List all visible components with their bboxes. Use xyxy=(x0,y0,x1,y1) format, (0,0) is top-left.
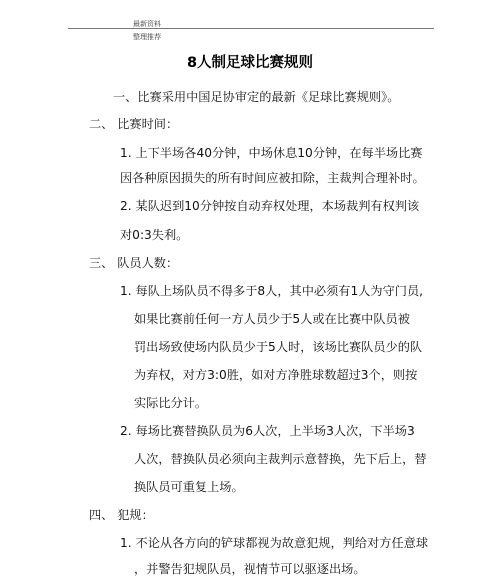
header-line-1: 最新资料 xyxy=(133,20,161,28)
paragraph-line: 2. 每场比赛替换队员为6人次，上半场3人次，下半场3 xyxy=(120,424,415,438)
header-line-2: 整理推荐 xyxy=(133,33,161,41)
paragraph-line: 1. 每队上场队员不得多于8人，其中必须有1人为守门员, xyxy=(120,284,424,298)
paragraph-line: 1. 上下半场各40分钟，中场休息10分钟，在每半场比赛 xyxy=(120,146,423,160)
paragraph-line: 为弃权，对方3:0胜，如对方净胜球数超过3个，则按 xyxy=(134,368,418,382)
paragraph-line: 1. 不论从各方向的铲球都视为故意犯规，判给对方任意球 xyxy=(120,536,429,550)
paragraph-line: 对0:3失利。 xyxy=(120,228,189,242)
paragraph-line-cut: ，并警告犯规队员，视情节可以驱逐出场。 xyxy=(134,562,366,576)
paragraph-line: 罚出场致使场内队员少于5人时，该场比赛队员少的队 xyxy=(134,340,423,354)
article-1: 一、比赛采用中国足协审定的最新《足球比赛规则》。 xyxy=(113,90,400,104)
section-heading-time: 二、 比赛时间： xyxy=(89,117,179,131)
paragraph-line: 换队员可重复上场。 xyxy=(134,480,244,494)
paragraph-line: 2. 某队迟到10分钟按自动弃权处理，本场裁判有权判该 xyxy=(120,199,420,213)
paragraph-line: 实际比分计。 xyxy=(134,396,208,410)
page-title: 8人制足球比赛规则 xyxy=(186,55,314,71)
paragraph-line: 因各种原因损失的所有时间应被扣除，主裁判合理补时。 xyxy=(120,171,425,185)
section-heading-fouls: 四、 犯规： xyxy=(89,508,154,522)
section-heading-players: 三、 队员人数： xyxy=(89,256,179,270)
paragraph-line: 人次，替换队员必须向主裁判示意替换，先下后上，替 xyxy=(134,452,427,466)
header-divider xyxy=(68,28,434,29)
paragraph-line: 如果比赛前任何一方人员少于5人或在比赛中队员被 xyxy=(134,312,410,326)
